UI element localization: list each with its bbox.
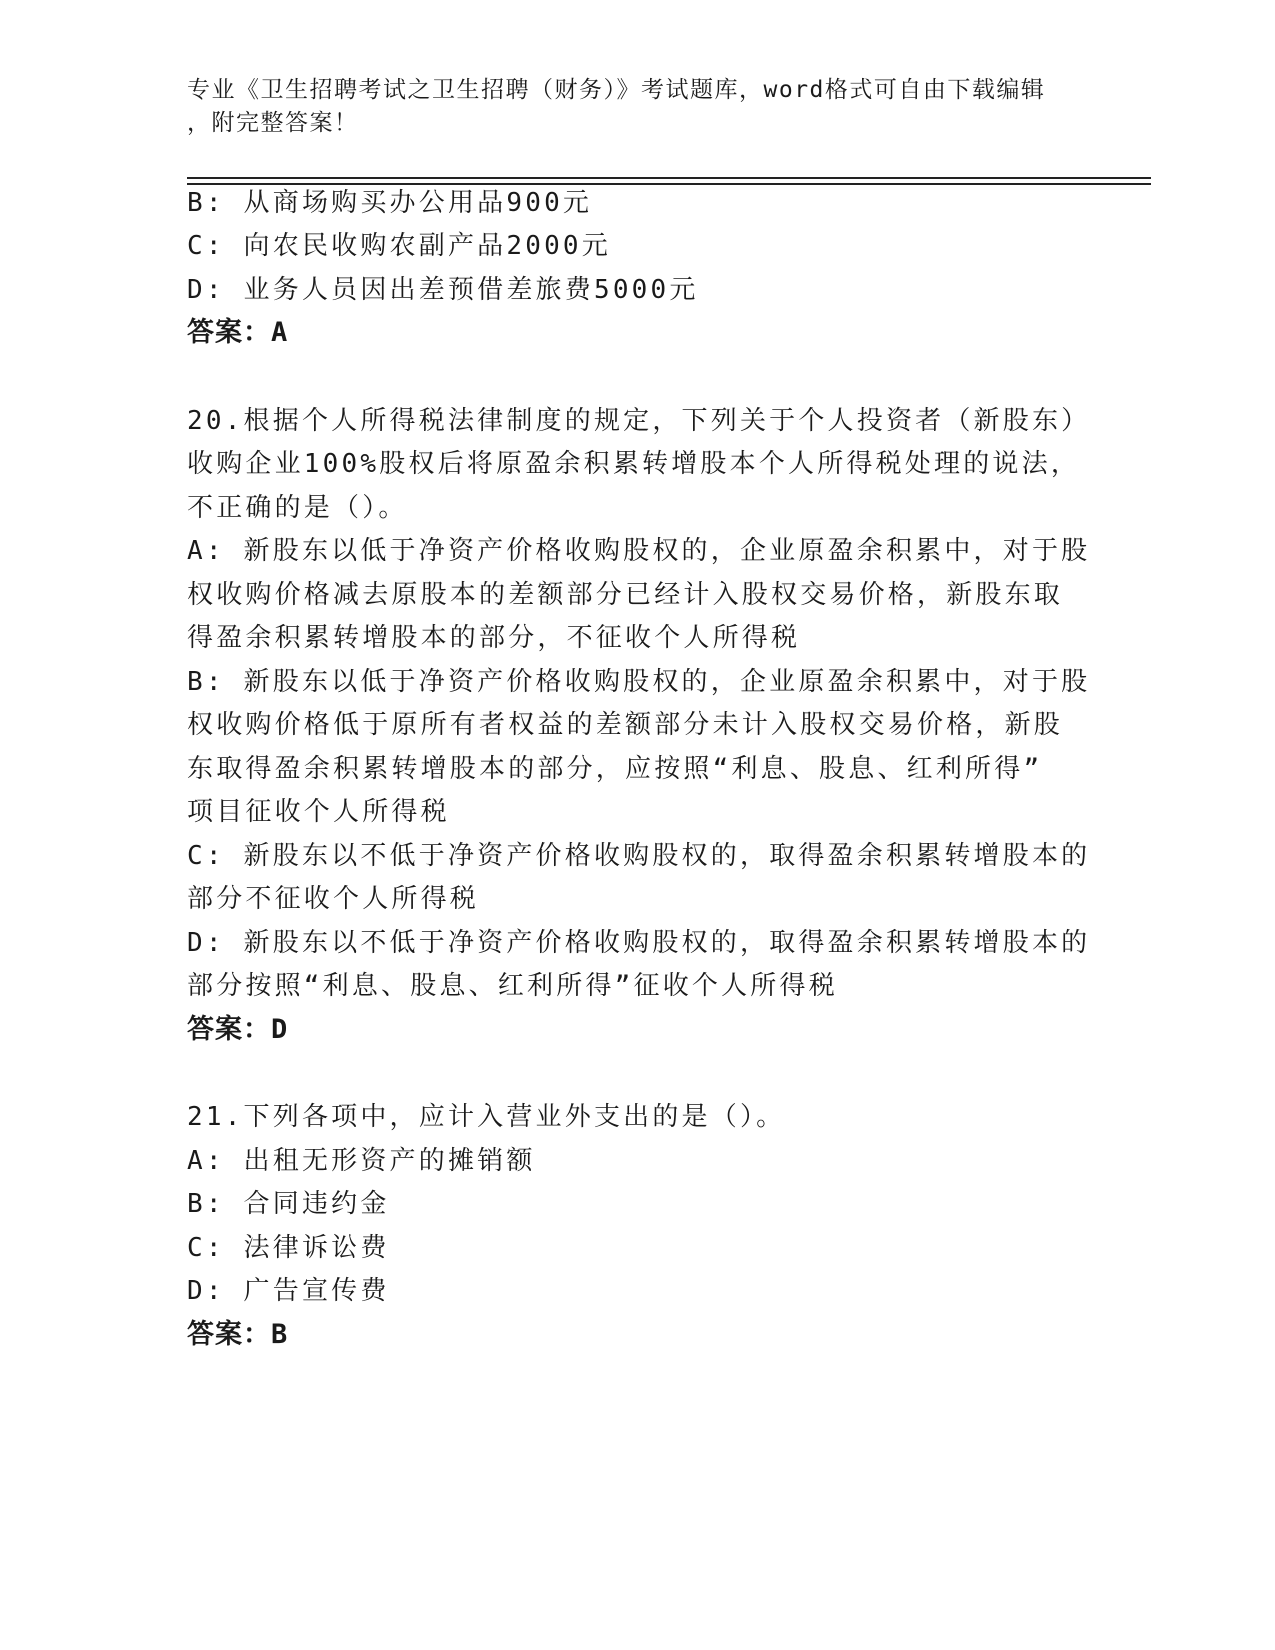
q20-option-a-line-1: A: 新股东以低于净资产价格收购股权的，企业原盈余积累中，对于股 <box>187 536 1091 566</box>
q21-option-c: C: 法律诉讼费 <box>187 1233 390 1263</box>
q20-option-d-line-1: D: 新股东以不低于净资产价格收购股权的，取得盈余积累转增股本的 <box>187 928 1091 958</box>
q20-option-b-line-3: 东取得盈余积累转增股本的部分，应按照“利息、股息、红利所得” <box>187 754 1043 784</box>
q21-answer: 答案：B <box>187 1319 289 1350</box>
q20-option-d-line-2: 部分按照“利息、股息、红利所得”征收个人所得税 <box>187 971 838 1001</box>
q21-option-a: A: 出租无形资产的摊销额 <box>187 1146 536 1176</box>
q19-answer: 答案：A <box>187 317 289 348</box>
q20-option-b-line-1: B: 新股东以低于净资产价格收购股权的，企业原盈余积累中，对于股 <box>187 667 1091 697</box>
document-header <box>187 74 1067 140</box>
q21-option-b: B: 合同违约金 <box>187 1189 390 1219</box>
q20-option-b-line-4: 项目征收个人所得税 <box>187 797 450 827</box>
document-page <box>187 0 1137 1650</box>
header-line-2: ，附完整答案！ <box>187 110 359 136</box>
header-line-1: 专业《卫生招聘考试之卫生招聘（财务）》考试题库，word格式可自由下载编辑 <box>187 77 1046 103</box>
q20-stem-line-3: 不正确的是（）。 <box>187 493 408 523</box>
q20-option-a-line-3: 得盈余积累转增股本的部分，不征收个人所得税 <box>187 623 801 653</box>
q20-stem-line-2: 收购企业100%股权后将原盈余积累转增股本个人所得税处理的说法， <box>187 449 1081 479</box>
q20-stem-line-1: 20.根据个人所得税法律制度的规定，下列关于个人投资者（新股东） <box>187 406 1091 436</box>
q19-option-d: D: 业务人员因出差预借差旅费5000元 <box>187 275 699 305</box>
header-divider-bottom <box>187 183 1151 185</box>
q19-option-c: C: 向农民收购农副产品2000元 <box>187 231 611 261</box>
q20-option-c-line-1: C: 新股东以不低于净资产价格收购股权的，取得盈余积累转增股本的 <box>187 841 1091 871</box>
q19-option-b: B: 从商场购买办公用品900元 <box>187 188 593 218</box>
q20-option-a-line-2: 权收购价格减去原股本的差额部分已经计入股权交易价格，新股东取 <box>187 580 1064 610</box>
q20-option-b-line-2: 权收购价格低于原所有者权益的差额部分未计入股权交易价格，新股 <box>187 710 1064 740</box>
q20-option-c-line-2: 部分不征收个人所得税 <box>187 884 480 914</box>
q21-option-d: D: 广告宣传费 <box>187 1276 390 1306</box>
header-divider-top <box>187 177 1151 179</box>
q20-answer: 答案：D <box>187 1014 289 1045</box>
q21-stem: 21.下列各项中，应计入营业外支出的是（）。 <box>187 1102 786 1132</box>
